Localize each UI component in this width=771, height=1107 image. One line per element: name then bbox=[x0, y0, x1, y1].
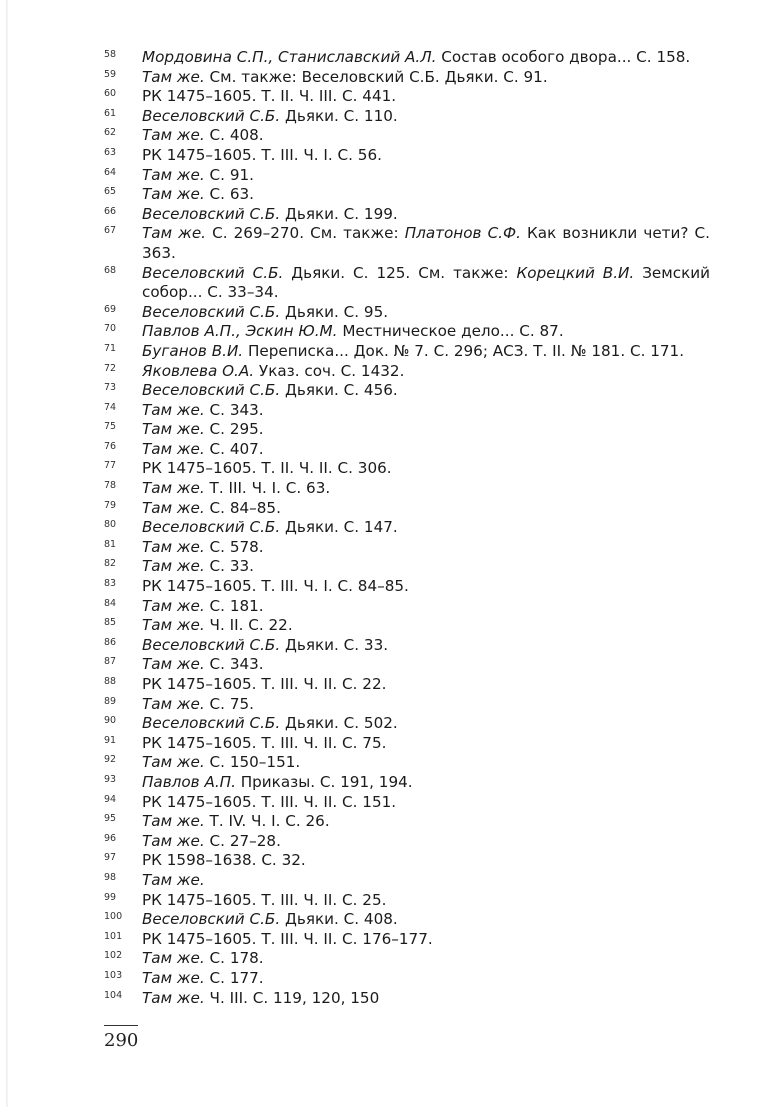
footnote-item bbox=[104, 107, 710, 127]
footnote-item bbox=[104, 401, 710, 421]
author-or-ref-italic: Там же. bbox=[142, 185, 205, 204]
footnote-number: 62 bbox=[104, 127, 117, 139]
footnote-text-segment: Т. IV. Ч. I. С. 26. bbox=[204, 812, 330, 831]
page-number: 290 bbox=[104, 1030, 139, 1051]
footnote-text-segment: С. 343. bbox=[204, 400, 264, 419]
footnote-text-segment: С. 269–270. См. также: bbox=[206, 224, 405, 243]
footnote-number: 71 bbox=[104, 342, 117, 354]
footnote-number: 101 bbox=[104, 930, 123, 942]
footnote-number: 77 bbox=[104, 460, 117, 472]
footnote-text bbox=[142, 440, 710, 460]
footnote-number: 93 bbox=[104, 773, 117, 785]
author-or-ref-italic: Там же. bbox=[142, 870, 205, 889]
footnote-text bbox=[142, 166, 710, 186]
author-or-ref-italic: Там же. bbox=[142, 988, 205, 1007]
footnote-text-segment: Ч. III. С. 119, 120, 150 bbox=[204, 988, 380, 1007]
footnote-text bbox=[142, 675, 710, 695]
page-number-rule bbox=[104, 1025, 138, 1026]
footnote-text-segment: Указ. соч. С. 1432. bbox=[254, 361, 405, 380]
footnote-text bbox=[142, 636, 710, 656]
footnote-number: 81 bbox=[104, 538, 117, 550]
footnote-text-segment: С. 408. bbox=[204, 126, 264, 145]
footnote-item bbox=[104, 871, 710, 891]
footnote-text bbox=[142, 146, 710, 166]
author-or-ref-italic: Там же. bbox=[142, 753, 205, 772]
footnote-item bbox=[104, 224, 710, 263]
footnote-number: 91 bbox=[104, 734, 117, 746]
footnote-number: 96 bbox=[104, 832, 117, 844]
footnote-item bbox=[104, 518, 710, 538]
footnote-item bbox=[104, 734, 710, 754]
author-or-ref-italic: Там же. bbox=[142, 420, 205, 439]
footnote-item bbox=[104, 303, 710, 323]
footnote-text-segment: С. 27–28. bbox=[204, 831, 281, 850]
author-or-ref-italic: Веселовский С.Б. bbox=[142, 302, 281, 321]
author-or-ref-italic: Там же. bbox=[142, 694, 205, 713]
author-or-ref-italic: Там же. bbox=[142, 655, 205, 674]
footnote-text bbox=[142, 224, 710, 263]
footnote-number: 65 bbox=[104, 186, 117, 198]
footnote-number: 78 bbox=[104, 480, 117, 492]
footnote-text-segment: РК 1475–1605. Т. III. Ч. II. С. 176–177. bbox=[142, 929, 433, 948]
footnote-text bbox=[142, 401, 710, 421]
author-or-ref-italic: Веселовский С.Б. bbox=[142, 910, 281, 929]
footnote-text-segment: РК 1475–1605. Т. III. Ч. II. С. 75. bbox=[142, 733, 387, 752]
footnote-text-segment: РК 1475–1605. Т. III. Ч. II. С. 22. bbox=[142, 675, 387, 693]
footnote-text-segment: Ч. II. С. 22. bbox=[204, 616, 293, 635]
footnote-text bbox=[142, 342, 710, 362]
footnote-text bbox=[142, 655, 710, 675]
footnote-number: 94 bbox=[104, 793, 117, 805]
footnote-item bbox=[104, 851, 710, 871]
author-or-ref-italic: Веселовский С.Б. bbox=[142, 635, 281, 654]
footnote-text bbox=[142, 205, 710, 225]
footnote-text bbox=[142, 322, 710, 342]
footnote-number: 59 bbox=[104, 68, 117, 80]
author-or-ref-italic: Там же. bbox=[142, 949, 205, 968]
footnote-text-segment: Как возникли чети? С. 363. bbox=[142, 224, 710, 262]
footnote-text-segment: Дьяки. С. 456. bbox=[280, 381, 398, 400]
footnote-item bbox=[104, 891, 710, 911]
footnote-number: 69 bbox=[104, 303, 117, 315]
footnotes-list bbox=[104, 48, 710, 1008]
footnote-text bbox=[142, 420, 710, 440]
author-or-ref-italic: Там же. bbox=[142, 537, 205, 556]
footnote-text bbox=[142, 695, 710, 715]
footnote-text-segment: Дьяки. С. 502. bbox=[280, 714, 398, 733]
footnote-text-segment: Дьяки. С. 408. bbox=[280, 910, 398, 929]
footnote-item bbox=[104, 459, 710, 479]
footnote-item bbox=[104, 832, 710, 852]
footnote-number: 72 bbox=[104, 362, 117, 374]
footnote-text-segment: Дьяки. С. 110. bbox=[280, 106, 398, 125]
footnote-text bbox=[142, 499, 710, 519]
footnote-text bbox=[142, 264, 710, 303]
footnote-text-segment: С. 150–151. bbox=[204, 753, 301, 772]
author-or-ref-italic: Там же. bbox=[142, 498, 205, 517]
footnote-number: 104 bbox=[104, 989, 123, 1001]
footnote-text-segment: С. 84–85. bbox=[204, 498, 281, 517]
footnote-item bbox=[104, 949, 710, 969]
footnote-text bbox=[142, 557, 710, 577]
footnote-number: 82 bbox=[104, 558, 117, 570]
author-or-ref-italic: Веселовский С.Б. bbox=[142, 204, 281, 223]
footnote-text bbox=[142, 87, 710, 107]
footnote-number: 76 bbox=[104, 440, 117, 452]
footnote-text-segment: С. 63. bbox=[204, 185, 254, 204]
footnote-text bbox=[142, 969, 710, 989]
footnote-text bbox=[142, 930, 710, 950]
footnote-text-segment: Дьяки. С. 147. bbox=[280, 518, 398, 537]
footnote-number: 75 bbox=[104, 421, 117, 433]
footnote-number: 79 bbox=[104, 499, 117, 511]
footnote-text bbox=[142, 185, 710, 205]
footnote-item bbox=[104, 753, 710, 773]
footnote-item bbox=[104, 773, 710, 793]
footnote-text-segment: Местническое дело... С. 87. bbox=[337, 322, 564, 341]
author-or-ref-italic: Там же. bbox=[142, 400, 205, 419]
footnote-text bbox=[142, 734, 710, 754]
footnote-number: 80 bbox=[104, 519, 117, 531]
footnote-text bbox=[142, 871, 710, 891]
footnote-text-segment: С. 578. bbox=[204, 537, 264, 556]
footnote-text bbox=[142, 362, 710, 382]
footnote-text bbox=[142, 851, 710, 871]
footnote-item bbox=[104, 655, 710, 675]
footnote-text bbox=[142, 479, 710, 499]
author-or-ref-italic: Там же. bbox=[142, 126, 205, 145]
footnote-text-segment: С. 181. bbox=[204, 596, 264, 615]
author-or-ref-italic: Там же. bbox=[142, 812, 205, 831]
footnote-number: 74 bbox=[104, 401, 117, 413]
footnote-number: 86 bbox=[104, 636, 117, 648]
scan-gutter-shadow bbox=[6, 0, 8, 1107]
footnote-number: 60 bbox=[104, 88, 117, 100]
footnote-text-segment: РК 1475–1605. Т. II. Ч. III. С. 441. bbox=[142, 87, 397, 106]
footnote-item bbox=[104, 264, 710, 303]
footnote-item bbox=[104, 812, 710, 832]
footnote-item bbox=[104, 185, 710, 205]
author-or-ref-italic: Там же. bbox=[142, 165, 205, 184]
footnote-item bbox=[104, 126, 710, 146]
footnote-number: 63 bbox=[104, 146, 117, 158]
footnote-text bbox=[142, 891, 710, 911]
footnote-text-segment: С. 407. bbox=[204, 439, 264, 458]
footnote-number: 90 bbox=[104, 715, 117, 727]
author-or-ref-italic: Яковлева О.А. bbox=[142, 361, 255, 380]
footnote-text-segment: Дьяки. С. 199. bbox=[280, 204, 398, 223]
footnote-number: 102 bbox=[104, 950, 123, 962]
footnote-text bbox=[142, 518, 710, 538]
footnote-item bbox=[104, 538, 710, 558]
footnote-item bbox=[104, 714, 710, 734]
author-or-ref-italic: Там же. bbox=[142, 224, 206, 243]
footnote-item bbox=[104, 205, 710, 225]
author-or-ref-italic: Павлов А.П. bbox=[142, 772, 236, 791]
footnote-number: 99 bbox=[104, 891, 117, 903]
footnote-text-segment: С. 177. bbox=[204, 968, 264, 987]
footnote-text-segment: РК 1475–1605. Т. III. Ч. I. С. 56. bbox=[142, 145, 382, 164]
author-or-ref-italic: Веселовский С.Б. bbox=[142, 106, 281, 125]
author-or-ref-italic: Веселовский С.Б. bbox=[142, 714, 281, 733]
footnote-text bbox=[142, 126, 710, 146]
author-or-ref-italic: Там же. bbox=[142, 968, 205, 987]
footnote-text-segment: С. 343. bbox=[204, 655, 264, 674]
author-or-ref-italic: Там же. bbox=[142, 557, 205, 576]
footnote-text-segment: Т. III. Ч. I. С. 63. bbox=[204, 479, 331, 498]
footnote-text-segment: РК 1475–1605. Т. III. Ч. II. С. 25. bbox=[142, 890, 387, 909]
author-or-ref-italic: Мордовина С.П., Станиславский А.Л. bbox=[142, 48, 437, 66]
footnote-text-segment: РК 1475–1605. Т. III. Ч. II. С. 151. bbox=[142, 792, 397, 811]
footnote-number: 88 bbox=[104, 676, 117, 687]
footnote-text bbox=[142, 597, 710, 617]
footnote-text-segment: РК 1598–1638. С. 32. bbox=[142, 851, 306, 870]
footnote-item bbox=[104, 68, 710, 88]
footnote-text-segment: Приказы. С. 191, 194. bbox=[235, 772, 413, 791]
footnote-item bbox=[104, 577, 710, 597]
footnote-number: 67 bbox=[104, 225, 117, 237]
footnote-number: 95 bbox=[104, 813, 117, 825]
footnote-item bbox=[104, 87, 710, 107]
footnote-number: 83 bbox=[104, 578, 117, 590]
footnote-text-segment: С. 75. bbox=[204, 694, 254, 713]
footnote-text-segment: Состав особого двора... С. 158. bbox=[436, 48, 691, 66]
footnote-item bbox=[104, 166, 710, 186]
footnote-number: 103 bbox=[104, 969, 123, 981]
author-or-ref-italic: Веселовский С.Б. bbox=[142, 381, 281, 400]
author-or-ref-italic: Платонов С.Ф. bbox=[404, 224, 521, 243]
footnote-item bbox=[104, 479, 710, 499]
footnote-text bbox=[142, 949, 710, 969]
footnote-item bbox=[104, 381, 710, 401]
footnote-text bbox=[142, 303, 710, 323]
footnote-text bbox=[142, 832, 710, 852]
author-or-ref-italic: Там же. bbox=[142, 616, 205, 635]
footnote-item bbox=[104, 695, 710, 715]
footnote-text bbox=[142, 616, 710, 636]
author-or-ref-italic: Там же. bbox=[142, 479, 205, 498]
footnote-text bbox=[142, 459, 710, 479]
footnote-item bbox=[104, 675, 710, 695]
footnote-number: 64 bbox=[104, 166, 117, 178]
footnote-text bbox=[142, 577, 710, 597]
author-or-ref-italic: Корецкий В.И. bbox=[516, 263, 635, 282]
footnote-text-segment: Переписка... Док. № 7. С. 296; АСЗ. Т. II. № 181. С. 171. bbox=[243, 341, 685, 360]
footnote-number: 73 bbox=[104, 382, 117, 394]
footnote-item bbox=[104, 322, 710, 342]
footnote-number: 70 bbox=[104, 323, 117, 335]
footnote-text bbox=[142, 714, 710, 734]
footnote-number: 61 bbox=[104, 107, 117, 119]
footnote-item bbox=[104, 557, 710, 577]
footnote-text bbox=[142, 538, 710, 558]
author-or-ref-italic: Буганов В.И. bbox=[142, 341, 244, 360]
footnote-item bbox=[104, 362, 710, 382]
footnote-text bbox=[142, 68, 710, 88]
footnote-text bbox=[142, 381, 710, 401]
footnote-item bbox=[104, 989, 710, 1009]
footnote-item bbox=[104, 793, 710, 813]
footnote-text-segment: С. 91. bbox=[204, 165, 254, 184]
footnote-text bbox=[142, 48, 710, 68]
footnote-text-segment: С. 295. bbox=[204, 420, 264, 439]
author-or-ref-italic: Там же. bbox=[142, 439, 205, 458]
footnote-item bbox=[104, 440, 710, 460]
footnote-item bbox=[104, 499, 710, 519]
footnote-text bbox=[142, 773, 710, 793]
footnote-text-segment: См. также: Веселовский С.Б. Дьяки. С. 91. bbox=[204, 67, 548, 86]
footnote-text-segment: РК 1475–1605. Т. III. Ч. I. С. 84–85. bbox=[142, 577, 409, 596]
footnote-number: 68 bbox=[104, 264, 117, 276]
footnote-text-segment: С. 33. bbox=[204, 557, 254, 576]
footnote-item bbox=[104, 636, 710, 656]
author-or-ref-italic: Павлов А.П., Эскин Ю.М. bbox=[142, 322, 338, 341]
footnote-text bbox=[142, 812, 710, 832]
author-or-ref-italic: Веселовский С.Б. bbox=[142, 263, 284, 282]
footnote-number: 92 bbox=[104, 754, 117, 766]
author-or-ref-italic: Веселовский С.Б. bbox=[142, 518, 281, 537]
footnote-item bbox=[104, 969, 710, 989]
footnote-text bbox=[142, 910, 710, 930]
footnote-number: 87 bbox=[104, 656, 117, 668]
footnote-number: 100 bbox=[104, 911, 123, 923]
footnote-item bbox=[104, 48, 710, 68]
footnote-item bbox=[104, 597, 710, 617]
author-or-ref-italic: Там же. bbox=[142, 67, 205, 86]
footnote-number: 89 bbox=[104, 695, 117, 707]
footnote-number: 97 bbox=[104, 852, 117, 864]
footnote-item bbox=[104, 910, 710, 930]
footnote-text bbox=[142, 107, 710, 127]
footnote-number: 66 bbox=[104, 205, 117, 217]
footnote-item bbox=[104, 930, 710, 950]
footnote-text bbox=[142, 989, 710, 1009]
footnote-item bbox=[104, 146, 710, 166]
footnote-text-segment: С. 178. bbox=[204, 949, 264, 968]
footnote-text-segment: Земский собор... С. 33–34. bbox=[142, 263, 710, 302]
footnote-number: 98 bbox=[104, 871, 117, 883]
author-or-ref-italic: Там же. bbox=[142, 831, 205, 850]
footnote-text bbox=[142, 753, 710, 773]
footnote-text-segment: Дьяки. С. 95. bbox=[280, 302, 389, 321]
footnote-text-segment: Дьяки. С. 125. См. также: bbox=[283, 263, 517, 282]
footnote-text-segment: РК 1475–1605. Т. II. Ч. II. С. 306. bbox=[142, 459, 392, 478]
footnote-number: 58 bbox=[104, 49, 117, 60]
footnote-number: 85 bbox=[104, 617, 117, 629]
footnote-text bbox=[142, 793, 710, 813]
author-or-ref-italic: Там же. bbox=[142, 596, 205, 615]
footnote-text-segment: Дьяки. С. 33. bbox=[280, 635, 389, 654]
footnote-item bbox=[104, 342, 710, 362]
footnote-item bbox=[104, 616, 710, 636]
footnote-number: 84 bbox=[104, 597, 117, 609]
footnote-item bbox=[104, 420, 710, 440]
